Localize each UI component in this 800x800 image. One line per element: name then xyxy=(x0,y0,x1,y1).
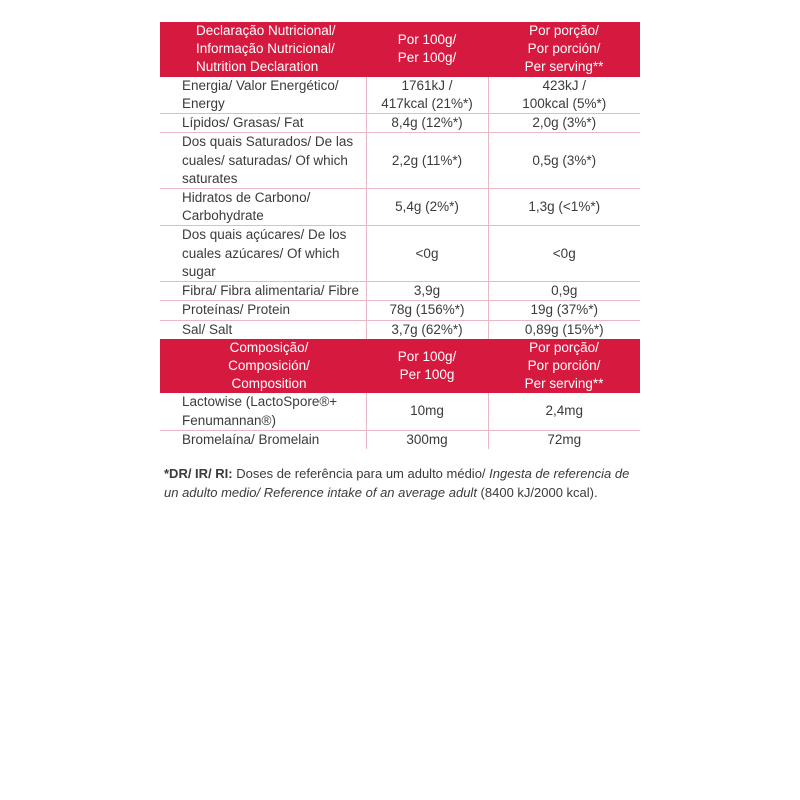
row-value-per-100g xyxy=(366,114,488,133)
value-line: 423kJ / xyxy=(542,77,587,93)
label-line: cuales/ saturadas/ Of which xyxy=(182,152,348,168)
footnote-label: *DR/ IR/ RI: xyxy=(164,466,233,482)
value-line: 78g (156%*) xyxy=(389,302,465,318)
label-line: Fenumannan®) xyxy=(182,412,276,428)
footnote-text-energy: (8400 kJ/2000 kcal). xyxy=(476,484,598,500)
value-line: 2,4mg xyxy=(545,403,584,419)
header-line: Declaração Nutricional/ xyxy=(196,23,336,38)
value-line: 5,4g (2%*) xyxy=(395,199,459,215)
table-row xyxy=(160,282,640,301)
label-line: Fibra/ Fibra alimentaria/ Fibre xyxy=(182,283,360,299)
label-line: Energia/ Valor Energético/ xyxy=(182,77,339,93)
header-line: Per serving** xyxy=(524,376,604,392)
row-value-per-serving xyxy=(488,114,640,133)
row-value-per-100g xyxy=(366,77,488,114)
label-line: Hidratos de Carbono/ xyxy=(182,189,311,205)
table-row xyxy=(160,430,640,449)
value-line: <0g xyxy=(415,245,439,261)
row-value-per-100g xyxy=(366,301,488,320)
nutrition-declaration-table xyxy=(160,22,640,339)
row-label xyxy=(160,301,366,320)
table-row xyxy=(160,226,640,282)
header-line: Composición/ xyxy=(228,357,310,373)
row-label xyxy=(160,226,366,282)
header-line: Composição/ xyxy=(229,339,309,355)
value-line: 3,7g (62%*) xyxy=(391,321,463,337)
row-label xyxy=(160,282,366,301)
header-line: Por porção/ xyxy=(529,339,599,355)
reference-intake-footnote xyxy=(160,465,640,503)
row-value-per-100g xyxy=(366,430,488,449)
row-value-per-serving xyxy=(488,301,640,320)
value-line: 0,9g xyxy=(551,283,578,299)
footnote-text-pt: Doses de referência para um adulto médio/ xyxy=(232,466,490,482)
table-row xyxy=(160,188,640,225)
label-line: Sal/ Salt xyxy=(182,321,233,337)
row-label xyxy=(160,133,366,189)
header-cell-per-100g xyxy=(366,339,488,394)
header-line: Por porción/ xyxy=(527,357,601,373)
label-line: cuales azúcares/ Of which xyxy=(182,245,340,261)
header-line: Por porción/ xyxy=(527,41,601,57)
header-line: Nutrition Declaration xyxy=(196,59,319,75)
row-value-per-serving xyxy=(488,77,640,114)
row-value-per-100g xyxy=(366,188,488,225)
header-line: Per 100g xyxy=(399,367,455,383)
value-line: 0,5g (3%*) xyxy=(532,152,597,168)
row-value-per-100g xyxy=(366,226,488,282)
row-value-per-100g xyxy=(366,320,488,339)
value-line: 2,2g (11%*) xyxy=(391,152,463,168)
row-value-per-serving xyxy=(488,226,640,282)
row-label xyxy=(160,393,366,430)
label-line: saturates xyxy=(182,170,238,186)
value-line: 2,0g (3%*) xyxy=(532,115,597,131)
row-label xyxy=(160,114,366,133)
footnote-text-italic: Ingesta de referencia de un adulto medio/ Reference intake of an average adult xyxy=(164,466,630,500)
value-line: 10mg xyxy=(410,403,444,419)
header-line: Por porção/ xyxy=(529,23,599,38)
header-line: Por 100g/ xyxy=(397,348,457,364)
header-cell-per-serving xyxy=(488,22,640,77)
value-line: 1761kJ / xyxy=(401,77,453,93)
table-row xyxy=(160,77,640,114)
table-row xyxy=(160,114,640,133)
label-line: Bromelaína/ Bromelain xyxy=(182,431,320,447)
header-line: Per serving** xyxy=(524,59,604,75)
value-line: 72mg xyxy=(547,431,582,447)
row-label xyxy=(160,77,366,114)
row-value-per-100g xyxy=(366,393,488,430)
nutrition-table-header-row xyxy=(160,22,640,77)
row-value-per-100g xyxy=(366,133,488,189)
header-cell-per-serving xyxy=(488,339,640,394)
header-line: Composition xyxy=(231,376,307,392)
composition-table-header-row xyxy=(160,339,640,394)
value-line: 100kcal (5%*) xyxy=(522,95,607,111)
header-cell-per-100g xyxy=(366,22,488,77)
label-line: Carbohydrate xyxy=(182,208,264,224)
row-value-per-serving xyxy=(488,188,640,225)
value-line: 3,9g xyxy=(413,283,441,299)
table-row xyxy=(160,301,640,320)
value-line: <0g xyxy=(552,245,576,261)
label-line: Lactowise (LactoSpore®+ xyxy=(182,394,338,410)
label-line: Dos quais Saturados/ De las xyxy=(182,134,354,150)
value-line: 1,3g (<1%*) xyxy=(528,199,601,215)
label-line: Proteínas/ Protein xyxy=(182,302,291,318)
value-line: 8,4g (12%*) xyxy=(391,115,463,131)
header-cell-declaration xyxy=(160,22,366,77)
label-line: Lípidos/ Grasas/ Fat xyxy=(182,115,304,131)
header-line: Per 100g/ xyxy=(397,50,457,66)
row-value-per-serving xyxy=(488,430,640,449)
row-label xyxy=(160,430,366,449)
value-line: 417kcal (21%*) xyxy=(381,95,473,111)
value-line: 19g (37%*) xyxy=(530,302,599,318)
label-line: sugar xyxy=(182,263,216,279)
header-line: Por 100g/ xyxy=(397,32,457,48)
row-value-per-serving xyxy=(488,393,640,430)
row-value-per-100g xyxy=(366,282,488,301)
value-line: 0,89g (15%*) xyxy=(524,321,604,337)
composition-table xyxy=(160,339,640,449)
row-label xyxy=(160,320,366,339)
row-value-per-serving xyxy=(488,282,640,301)
table-row xyxy=(160,393,640,430)
header-cell-composition xyxy=(160,339,366,394)
table-row xyxy=(160,320,640,339)
row-label xyxy=(160,188,366,225)
label-line: Energy xyxy=(182,95,225,111)
row-value-per-serving xyxy=(488,133,640,189)
header-line: Informação Nutricional/ xyxy=(196,41,335,57)
table-row xyxy=(160,133,640,189)
label-line: Dos quais açúcares/ De los xyxy=(182,227,347,243)
row-value-per-serving xyxy=(488,320,640,339)
value-line: 300mg xyxy=(406,431,448,447)
